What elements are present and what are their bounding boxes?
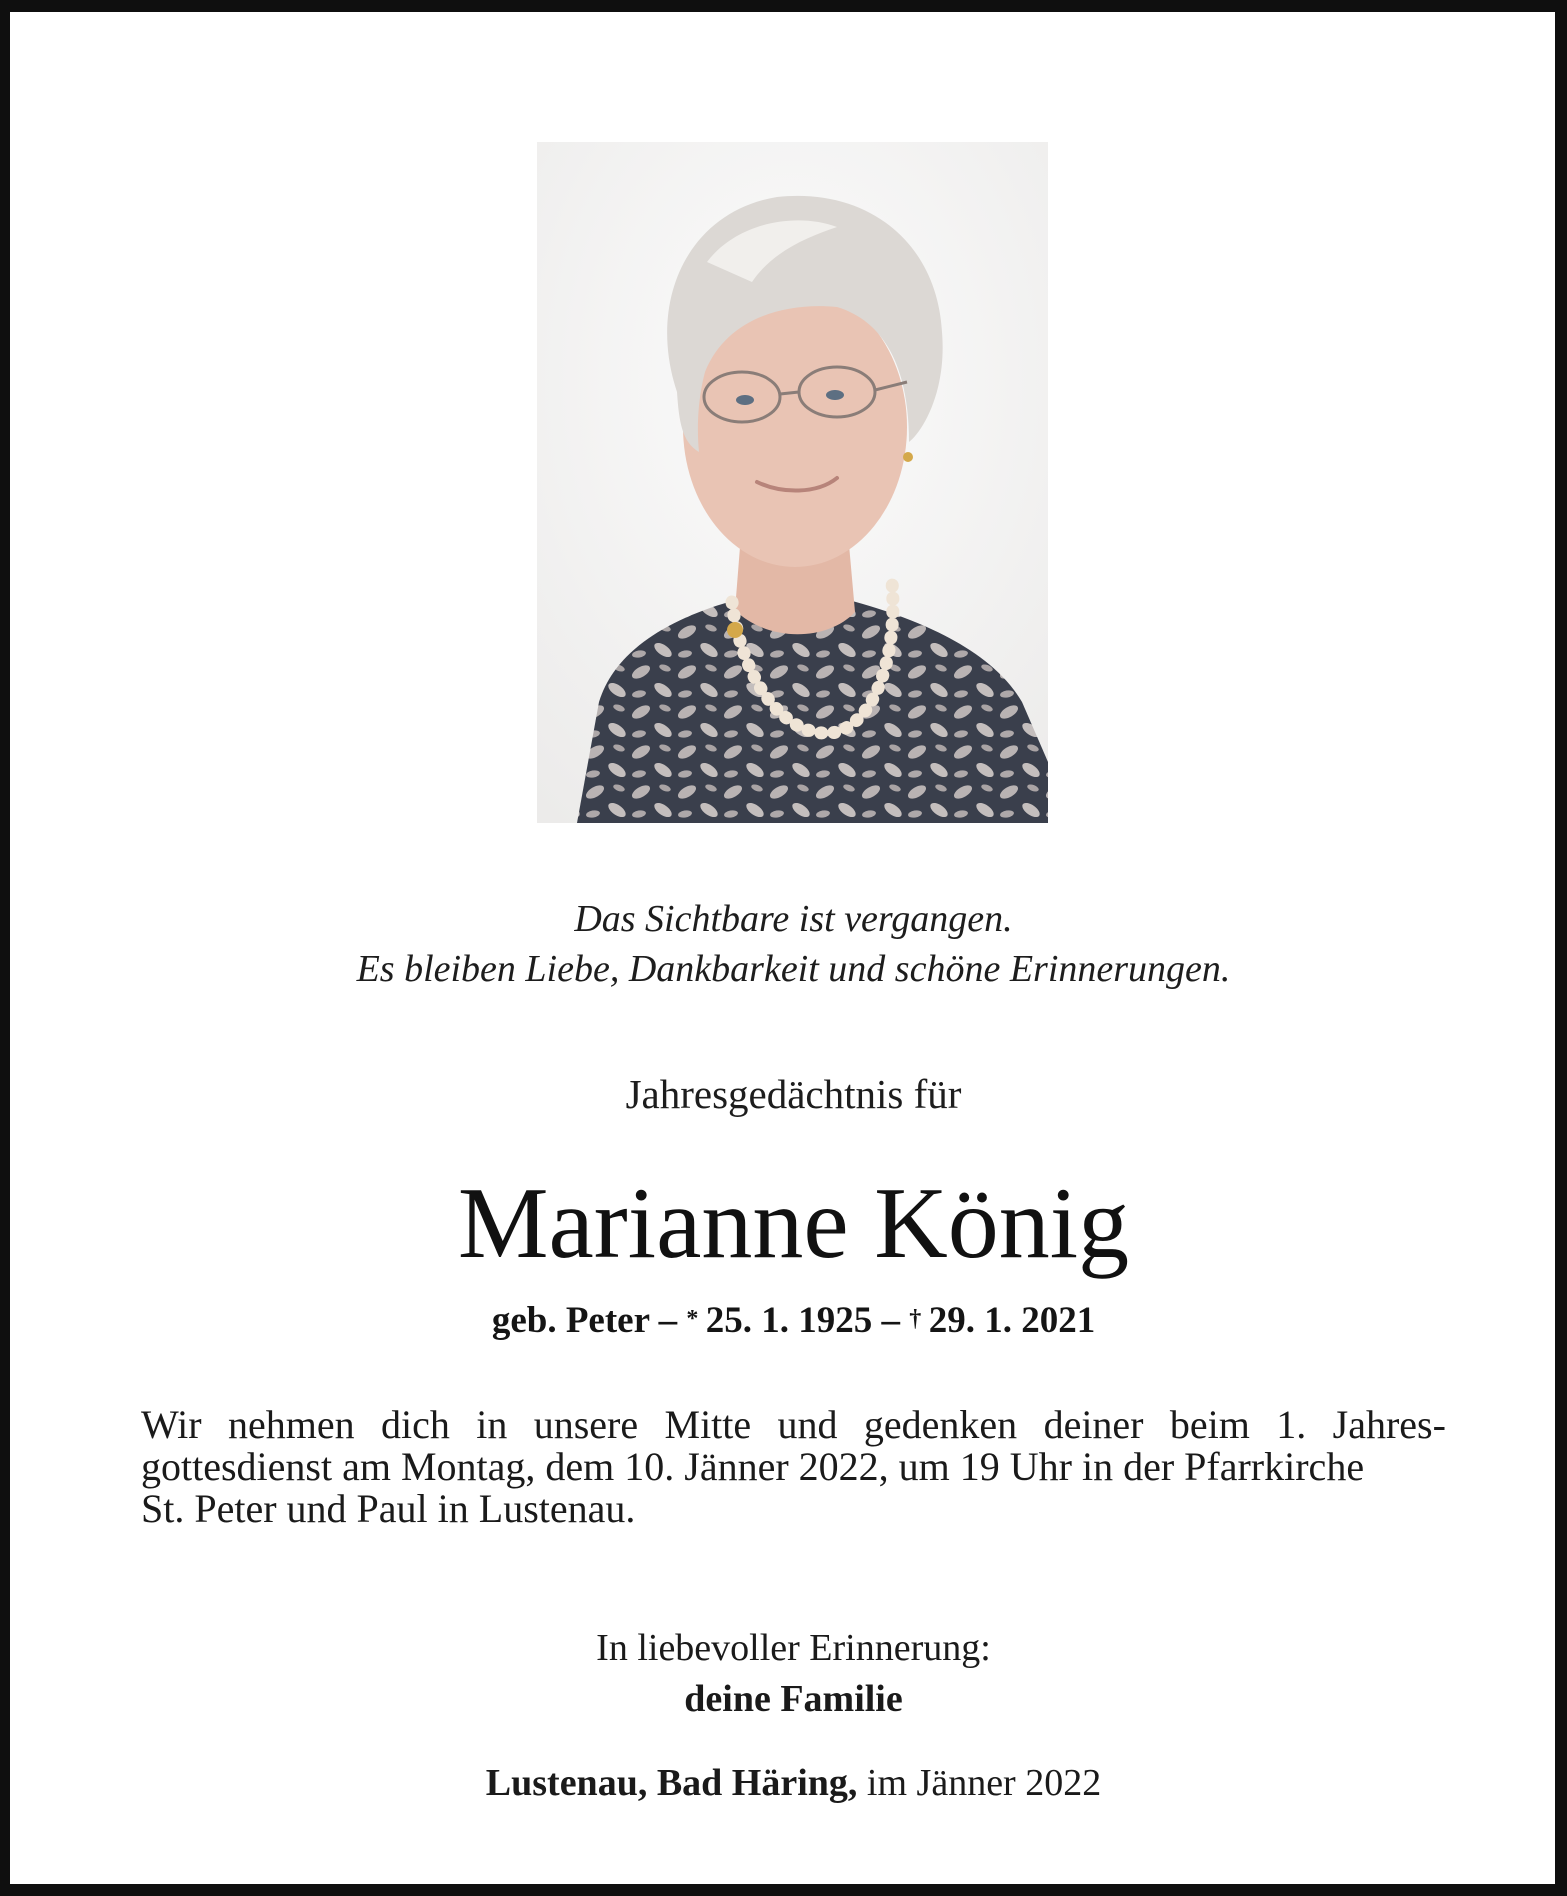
birth-symbol-icon: * <box>686 1306 699 1332</box>
closing-phrase: In liebevoller Erinnerung: <box>596 1627 991 1669</box>
body-word: nehmen <box>227 1402 355 1447</box>
quote <box>10 894 1567 994</box>
separator: – <box>872 1300 910 1341</box>
deceased-name: Marianne König <box>457 1167 1130 1280</box>
body-word: Jahres- <box>1332 1402 1446 1447</box>
memorial-intro: Jahresgedächtnis für <box>625 1071 962 1117</box>
body-word: dich <box>380 1402 450 1447</box>
birth-date: 25. 1. 1925 <box>705 1300 873 1341</box>
maiden-name: geb. Peter <box>491 1300 650 1341</box>
signature-family: deine Familie <box>684 1678 903 1720</box>
death-symbol-icon: † <box>909 1306 922 1332</box>
date-line: im Jänner 2022 <box>866 1762 1102 1804</box>
place-and-date <box>10 1757 1567 1809</box>
quote-line: Das Sichtbare ist vergangen. <box>574 898 1013 940</box>
body-word: beim <box>1169 1402 1250 1447</box>
body-word: deiner <box>1043 1402 1144 1447</box>
body-word: 1. <box>1276 1402 1307 1447</box>
body-line-3: St. Peter und Paul in Lustenau. <box>141 1486 636 1531</box>
life-dates <box>10 1295 1567 1347</box>
body-line-2: gottesdienst am Montag, dem 10. Jänner 2022, um 19 Uhr in der Pfarrkirche <box>141 1444 1365 1489</box>
body-word: Wir <box>141 1402 202 1447</box>
body-word: Mitte <box>664 1402 752 1447</box>
memorial-service-text <box>141 1404 1446 1530</box>
body-word: in <box>476 1402 508 1447</box>
body-line-1 <box>141 1404 1446 1446</box>
places: Lustenau, Bad Häring, <box>485 1762 858 1804</box>
body-word: und <box>777 1402 838 1447</box>
body-word: unsere <box>533 1402 639 1447</box>
body-word: gedenken <box>863 1402 1018 1447</box>
separator: – <box>649 1300 687 1341</box>
death-date: 29. 1. 2021 <box>928 1300 1096 1341</box>
portrait-illustration <box>537 142 1048 823</box>
portrait-photo <box>537 142 1048 823</box>
quote-line: Es bleiben Liebe, Dankbarkeit und schöne Erinnerungen. <box>356 948 1231 990</box>
